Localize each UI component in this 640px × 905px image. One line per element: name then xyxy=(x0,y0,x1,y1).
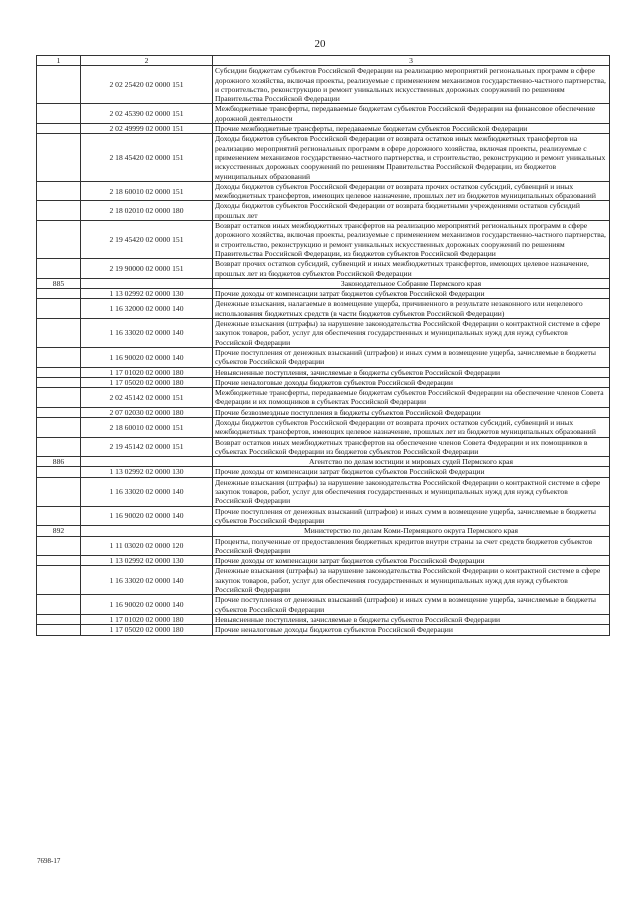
admin-code-cell xyxy=(37,134,81,181)
table-row xyxy=(37,388,610,408)
revenue-code-cell: 2 02 45142 02 0000 151 xyxy=(81,388,213,408)
table-row xyxy=(37,181,610,201)
revenue-code-cell: 1 13 02992 02 0000 130 xyxy=(81,289,213,299)
description-cell: Прочие неналоговые доходы бюджетов субъектов Российской Федерации xyxy=(213,625,610,635)
revenue-code-cell: 2 19 90000 02 0000 151 xyxy=(81,259,213,279)
section-row xyxy=(37,457,610,467)
description-cell: Министерство по делам Коми-Пермяцкого округа Пермского края xyxy=(213,526,610,536)
admin-code-cell xyxy=(37,614,81,624)
header-col-1: 1 xyxy=(37,56,81,66)
description-cell: Доходы бюджетов субъектов Российской Федерации от возврата остатков иных межбюджетных трансфертов на реализацию мероприятий региональных программ в сфере дорожного хозяйства, включая проекты, реализуемые с применением механизмов государственно-частного партнерства, и строительство, реконструкцию и ремонт уникальных искусственных дорожных сооружений по решениям Правительства Российской Федерации, из бюджетов муниципальных образований xyxy=(213,134,610,181)
admin-code-cell xyxy=(37,104,81,124)
admin-code-cell xyxy=(37,347,81,367)
revenue-code-cell: 1 17 05020 02 0000 180 xyxy=(81,625,213,635)
admin-code-cell xyxy=(37,289,81,299)
revenue-code-cell: 1 16 33020 02 0000 140 xyxy=(81,477,213,506)
description-cell: Прочие доходы от компенсации затрат бюджетов субъектов Российской Федерации xyxy=(213,467,610,477)
description-cell: Возврат остатков иных межбюджетных трансфертов на реализацию мероприятий региональных программ в сфере дорожного хозяйства, включая проекты, реализуемые с применением механизмов государственно-частного партнерства, и строительство, реконструкцию и ремонт уникальных искусственных дорожных сооружений по решениям Правительства Российской Федерации, из бюджетов субъектов Российской Федерации xyxy=(213,221,610,259)
admin-code-cell xyxy=(37,66,81,104)
admin-code-cell xyxy=(37,477,81,506)
revenue-code-cell: 2 02 45390 02 0000 151 xyxy=(81,104,213,124)
description-cell: Возврат прочих остатков субсидий, субвенций и иных межбюджетных трансфертов, имеющих целевое назначение, прошлых лет из бюджетов субъектов Российской Федерации xyxy=(213,259,610,279)
description-cell: Доходы бюджетов субъектов Российской Федерации от возврата бюджетными учреждениями остатков субсидий прошлых лет xyxy=(213,201,610,221)
admin-code-cell xyxy=(37,221,81,259)
table-row xyxy=(37,417,610,437)
admin-code-cell xyxy=(37,377,81,387)
table-row xyxy=(37,319,610,348)
admin-code-cell xyxy=(37,417,81,437)
revenue-code-cell: 1 17 01020 02 0000 180 xyxy=(81,367,213,377)
table-row xyxy=(37,536,610,556)
admin-code-cell xyxy=(37,367,81,377)
description-cell: Возврат остатков иных межбюджетных трансфертов на обеспечение членов Совета Федерации и их помощников в субъектах Российской Федерации из бюджетов субъектов Российской Федерации xyxy=(213,437,610,457)
table-row xyxy=(37,201,610,221)
description-cell: Невыясненные поступления, зачисляемые в бюджеты субъектов Российской Федерации xyxy=(213,614,610,624)
revenue-code-cell: 2 19 45420 02 0000 151 xyxy=(81,221,213,259)
admin-code-cell xyxy=(37,566,81,595)
description-cell: Денежные взыскания (штрафы) за нарушение законодательства Российской Федерации о контрактной системе в сфере закупок товаров, работ, услуг для обеспечения государственных и муниципальных нужд для нужд субъектов Российской Федерации xyxy=(213,319,610,348)
admin-code-cell xyxy=(37,124,81,134)
revenue-code-cell: 2 07 02030 02 0000 180 xyxy=(81,407,213,417)
table-row xyxy=(37,124,610,134)
table-row xyxy=(37,367,610,377)
description-cell: Прочие межбюджетные трансферты, передаваемые бюджетам субъектов Российской Федерации xyxy=(213,124,610,134)
description-cell: Прочие доходы от компенсации затрат бюджетов субъектов Российской Федерации xyxy=(213,289,610,299)
table-row xyxy=(37,134,610,181)
table-row xyxy=(37,566,610,595)
description-cell: Агентство по делам юстиции и мировых судей Пермского края xyxy=(213,457,610,467)
table-row xyxy=(37,625,610,635)
revenue-codes-table xyxy=(36,55,610,636)
admin-code-cell xyxy=(37,319,81,348)
revenue-code-cell: 1 17 05020 02 0000 180 xyxy=(81,377,213,387)
revenue-code-cell xyxy=(81,457,213,467)
admin-code-cell xyxy=(37,259,81,279)
description-cell: Прочие поступления от денежных взысканий (штрафов) и иных сумм в возмещение ущерба, зачисляемые в бюджеты субъектов Российской Федерации xyxy=(213,506,610,526)
revenue-code-cell: 1 16 90020 02 0000 140 xyxy=(81,506,213,526)
section-row xyxy=(37,278,610,288)
revenue-code-cell xyxy=(81,526,213,536)
revenue-code-cell: 1 16 33020 02 0000 140 xyxy=(81,319,213,348)
revenue-code-cell: 1 11 03020 02 0000 120 xyxy=(81,536,213,556)
admin-code-cell: 885 xyxy=(37,278,81,288)
revenue-code-cell: 2 18 02010 02 0000 180 xyxy=(81,201,213,221)
description-cell: Прочие поступления от денежных взысканий (штрафов) и иных сумм в возмещение ущерба, зачисляемые в бюджеты субъектов Российской Федерации xyxy=(213,595,610,615)
revenue-code-cell: 1 13 02992 02 0000 130 xyxy=(81,467,213,477)
table-row xyxy=(37,104,610,124)
admin-code-cell xyxy=(37,181,81,201)
revenue-code-cell: 2 19 45142 02 0000 151 xyxy=(81,437,213,457)
description-cell: Проценты, полученные от предоставления бюджетных кредитов внутри страны за счет средств бюджетов субъектов Российской Федерации xyxy=(213,536,610,556)
table-row xyxy=(37,377,610,387)
table-row xyxy=(37,467,610,477)
revenue-code-cell: 2 18 60010 02 0000 151 xyxy=(81,181,213,201)
admin-code-cell xyxy=(37,556,81,566)
table-header-row xyxy=(37,56,610,66)
revenue-code-cell: 2 18 60010 02 0000 151 xyxy=(81,417,213,437)
admin-code-cell xyxy=(37,536,81,556)
table-row xyxy=(37,299,610,319)
admin-code-cell xyxy=(37,407,81,417)
table-row xyxy=(37,556,610,566)
description-cell: Субсидии бюджетам субъектов Российской Федерации на реализацию мероприятий региональных программ в сфере дорожного хозяйства, включая проекты, реализуемые с применением механизмов государственно-частного партнерства, и строительство, реконструкцию и ремонт уникальных искусственных дорожных сооружений по решениям Правительства Российской Федерации xyxy=(213,66,610,104)
revenue-code-cell: 1 16 90020 02 0000 140 xyxy=(81,595,213,615)
description-cell: Денежные взыскания, налагаемые в возмещение ущерба, причиненного в результате незаконного или нецелевого использования бюджетных средств (в части бюджетов субъектов Российской Федерации) xyxy=(213,299,610,319)
revenue-code-cell: 2 02 25420 02 0000 151 xyxy=(81,66,213,104)
table-body xyxy=(37,66,610,635)
table-row xyxy=(37,289,610,299)
admin-code-cell: 892 xyxy=(37,526,81,536)
admin-code-cell xyxy=(37,437,81,457)
description-cell: Невыясненные поступления, зачисляемые в бюджеты субъектов Российской Федерации xyxy=(213,367,610,377)
description-cell: Денежные взыскания (штрафы) за нарушение законодательства Российской Федерации о контрактной системе в сфере закупок товаров, работ, услуг для обеспечения государственных и муниципальных нужд для нужд субъектов Российской Федерации xyxy=(213,477,610,506)
revenue-code-cell: 1 13 02992 02 0000 130 xyxy=(81,556,213,566)
admin-code-cell xyxy=(37,467,81,477)
admin-code-cell xyxy=(37,201,81,221)
table-row xyxy=(37,259,610,279)
table-row xyxy=(37,221,610,259)
revenue-code-cell xyxy=(81,278,213,288)
revenue-code-cell: 1 16 33020 02 0000 140 xyxy=(81,566,213,595)
admin-code-cell xyxy=(37,625,81,635)
admin-code-cell xyxy=(37,506,81,526)
admin-code-cell: 886 xyxy=(37,457,81,467)
description-cell: Прочие поступления от денежных взысканий (штрафов) и иных сумм в возмещение ущерба, зачисляемые в бюджеты субъектов Российской Федерации xyxy=(213,347,610,367)
description-cell: Денежные взыскания (штрафы) за нарушение законодательства Российской Федерации о контрактной системе в сфере закупок товаров, работ, услуг для обеспечения государственных и муниципальных нужд для нужд субъектов Российской Федерации xyxy=(213,566,610,595)
table-row xyxy=(37,66,610,104)
revenue-code-cell: 2 02 49999 02 0000 151 xyxy=(81,124,213,134)
section-row xyxy=(37,526,610,536)
table-row xyxy=(37,437,610,457)
admin-code-cell xyxy=(37,595,81,615)
table-row xyxy=(37,506,610,526)
description-cell: Прочие безвозмездные поступления в бюджеты субъектов Российской Федерации xyxy=(213,407,610,417)
revenue-code-cell: 1 17 01020 02 0000 180 xyxy=(81,614,213,624)
revenue-code-cell: 1 16 90020 02 0000 140 xyxy=(81,347,213,367)
description-cell: Межбюджетные трансферты, передаваемые бюджетам субъектов Российской Федерации на финансовое обеспечение дорожной деятельности xyxy=(213,104,610,124)
revenue-code-cell: 2 18 45420 02 0000 151 xyxy=(81,134,213,181)
revenue-code-cell: 1 16 32000 02 0000 140 xyxy=(81,299,213,319)
header-col-3: 3 xyxy=(213,56,610,66)
header-col-2: 2 xyxy=(81,56,213,66)
table-row xyxy=(37,347,610,367)
table-row xyxy=(37,407,610,417)
table-row xyxy=(37,614,610,624)
description-cell: Доходы бюджетов субъектов Российской Федерации от возврата прочих остатков субсидий, субвенций и иных межбюджетных трансфертов, имеющих целевое назначение, прошлых лет из бюджетов муниципальных образований xyxy=(213,417,610,437)
table-row xyxy=(37,595,610,615)
admin-code-cell xyxy=(37,299,81,319)
description-cell: Доходы бюджетов субъектов Российской Федерации от возврата прочих остатков субсидий, субвенций и иных межбюджетных трансфертов, имеющих целевое назначение, прошлых лет из бюджетов муниципальных образований xyxy=(213,181,610,201)
description-cell: Межбюджетные трансферты, передаваемые бюджетам субъектов Российской Федерации на обеспечение членов Совета Федерации и их помощников в субъектах Российской Федерации xyxy=(213,388,610,408)
document-code: 7698-17 xyxy=(37,857,61,865)
table-row xyxy=(37,477,610,506)
description-cell: Прочие неналоговые доходы бюджетов субъектов Российской Федерации xyxy=(213,377,610,387)
description-cell: Прочие доходы от компенсации затрат бюджетов субъектов Российской Федерации xyxy=(213,556,610,566)
description-cell: Законодательное Собрание Пермского края xyxy=(213,278,610,288)
admin-code-cell xyxy=(37,388,81,408)
page-number: 20 xyxy=(314,38,326,50)
